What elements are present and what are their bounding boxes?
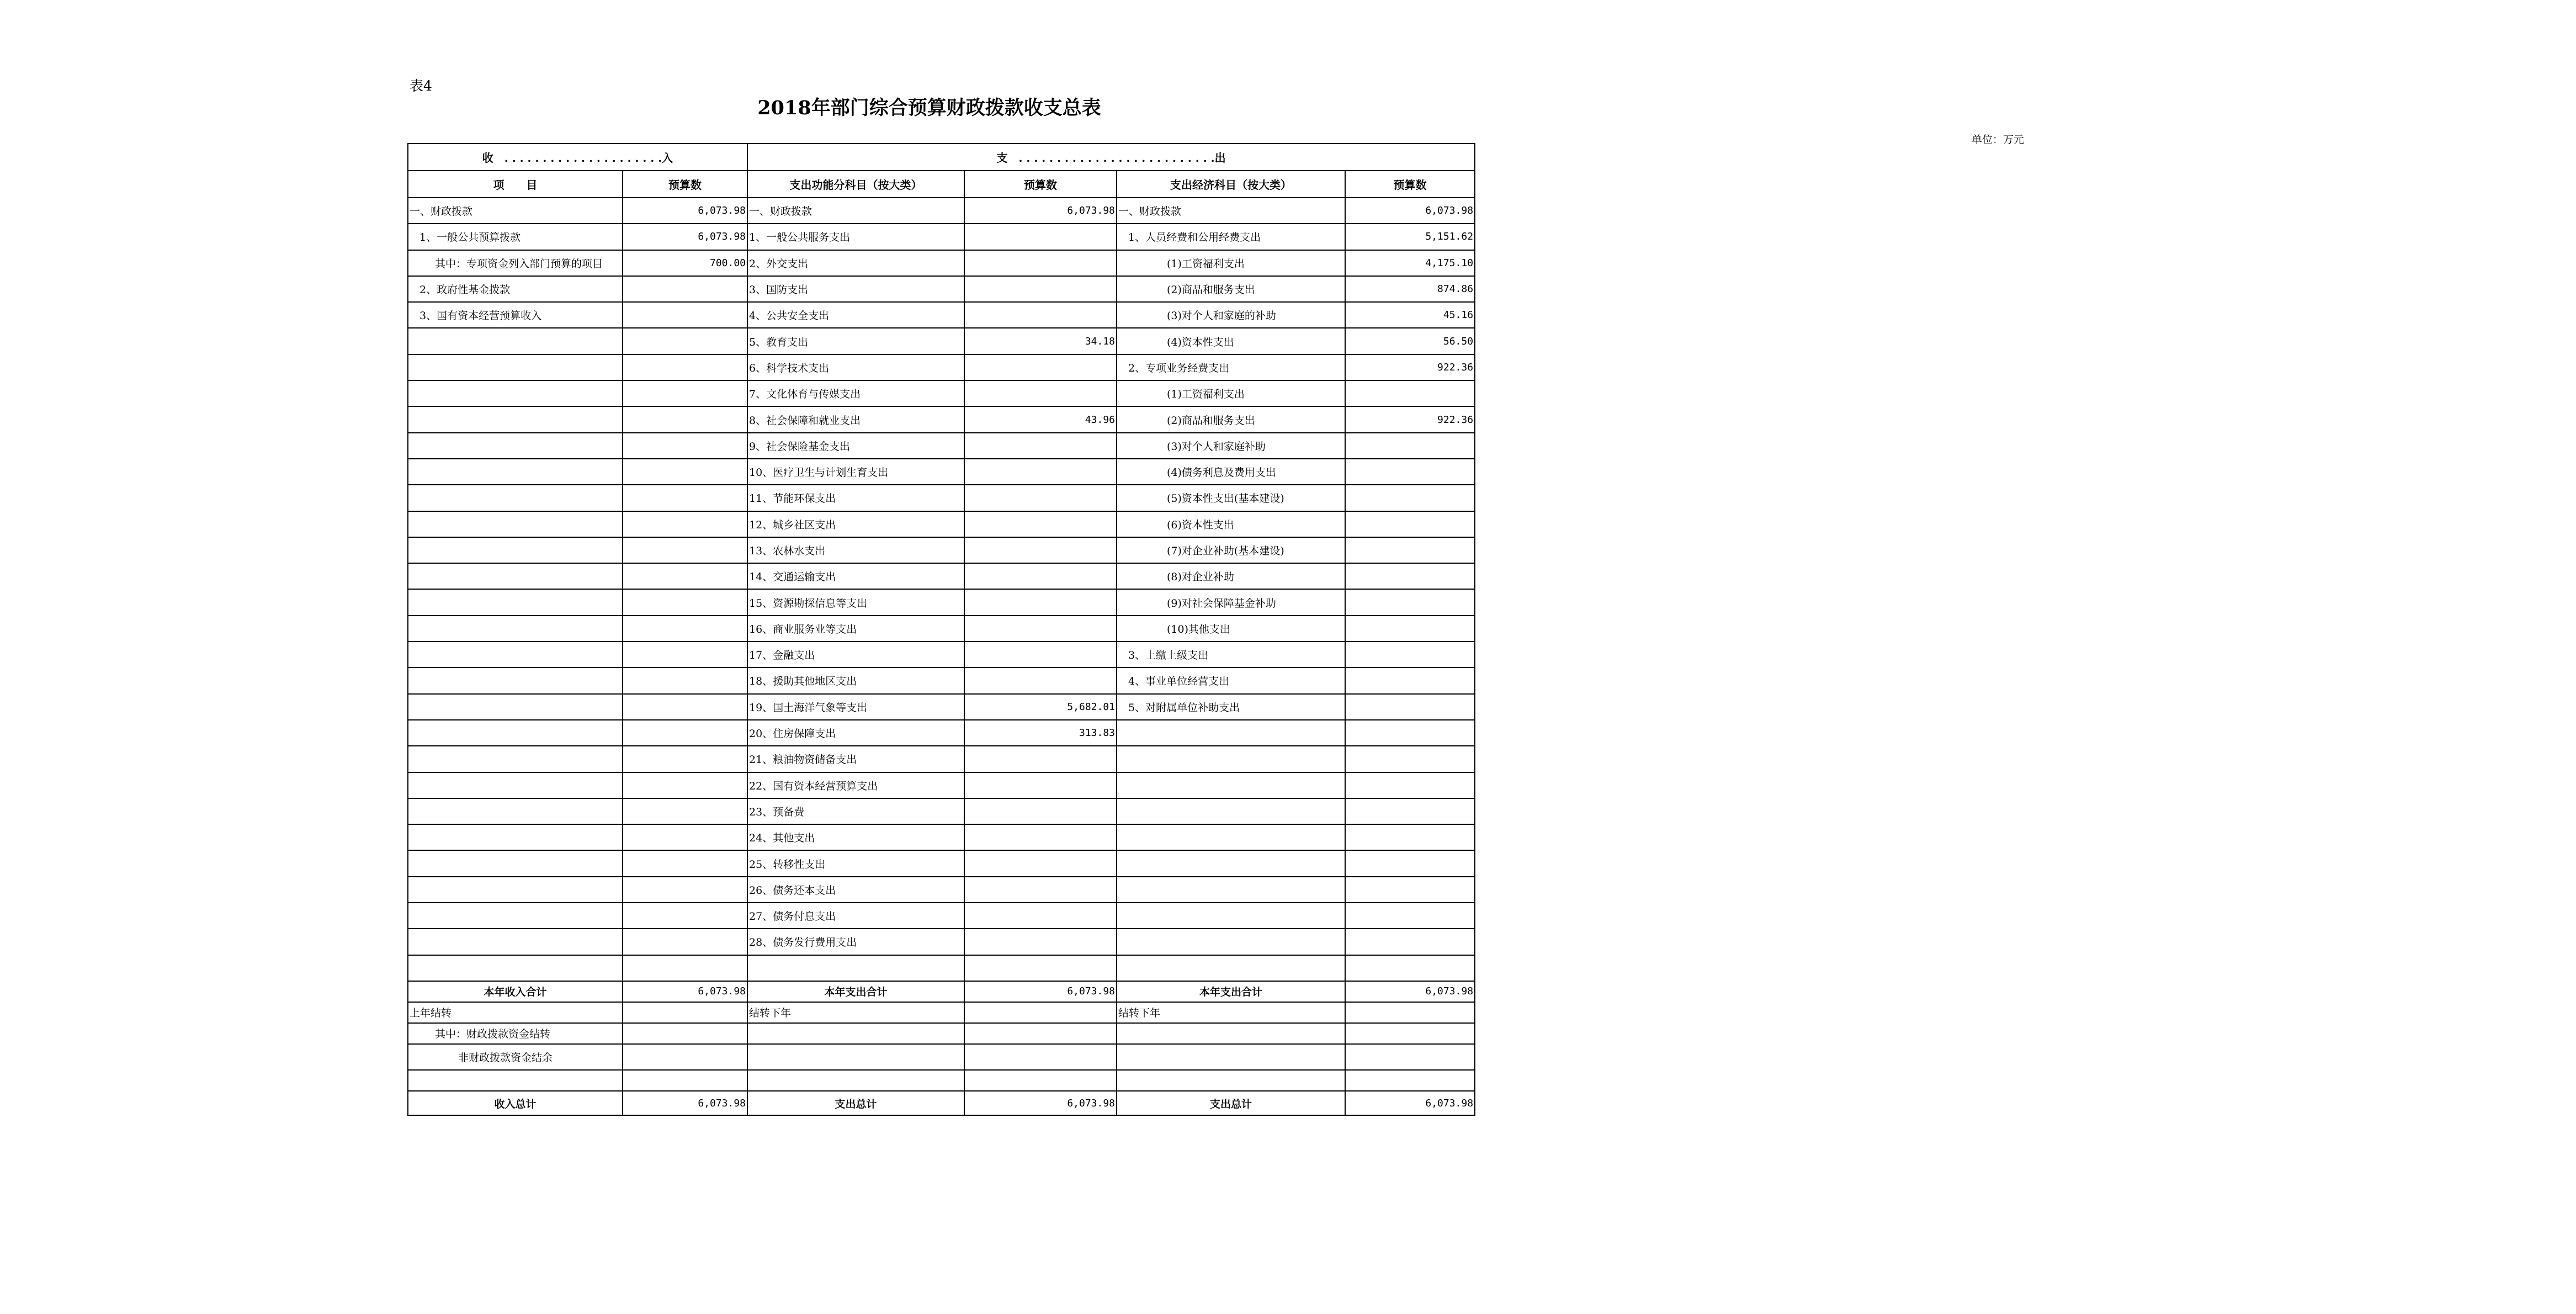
func-total-label: 本年支出合计 — [747, 981, 964, 1002]
budget-value-cell — [964, 824, 1117, 850]
carry-sub2: 非财政拨款资金结余 — [408, 1044, 623, 1070]
cell — [1117, 1044, 1345, 1070]
item-label-cell: 10、医疗卫生与计划生育支出 — [747, 459, 964, 485]
budget-value-cell: 45.16 — [1345, 302, 1475, 328]
col-econ-header: 支出经济科目（按大类） — [1117, 171, 1345, 198]
budget-value-cell — [964, 798, 1117, 824]
budget-value-cell — [623, 537, 747, 563]
budget-value-cell — [1345, 798, 1475, 824]
table-row — [408, 250, 1475, 276]
budget-value-cell — [964, 616, 1117, 642]
item-label-cell: 3、国防支出 — [747, 276, 964, 302]
budget-value-cell — [623, 877, 747, 903]
table-row — [408, 433, 1475, 459]
item-label-cell — [1117, 746, 1345, 772]
budget-value-cell — [1345, 929, 1475, 955]
table-row — [408, 877, 1475, 903]
item-label-cell: 5、教育支出 — [747, 328, 964, 354]
carry-next-func-value — [964, 1002, 1117, 1023]
budget-value-cell — [1345, 537, 1475, 563]
item-label-cell: 12、城乡社区支出 — [747, 511, 964, 537]
budget-value-cell — [964, 276, 1117, 302]
cell — [747, 1070, 964, 1091]
item-label-cell: 24、其他支出 — [747, 824, 964, 850]
budget-value-cell — [623, 720, 747, 746]
cell — [1345, 1070, 1475, 1091]
budget-value-cell — [623, 616, 747, 642]
budget-value-cell — [623, 642, 747, 667]
budget-value-cell — [623, 955, 747, 981]
blank-row — [408, 1070, 1475, 1091]
item-label-cell: 其中：专项资金列入部门预算的项目 — [408, 250, 623, 276]
item-label-cell — [408, 642, 623, 667]
budget-value-cell — [1345, 616, 1475, 642]
budget-value-cell — [1345, 589, 1475, 615]
cell — [964, 1023, 1117, 1044]
item-label-cell: 23、预备费 — [747, 798, 964, 824]
budget-value-cell — [623, 694, 747, 720]
table-row — [408, 563, 1475, 589]
table-row — [408, 642, 1475, 667]
item-label-cell — [408, 798, 623, 824]
item-label-cell: 28、债务发行费用支出 — [747, 929, 964, 955]
item-label-cell: 一、财政拨款 — [1117, 198, 1345, 224]
budget-value-cell — [964, 563, 1117, 589]
budget-value-cell: 43.96 — [964, 406, 1117, 432]
budget-value-cell — [964, 903, 1117, 929]
grand-income-value: 6,073.98 — [623, 1091, 747, 1115]
cell — [1345, 1023, 1475, 1044]
item-label-cell — [1117, 903, 1345, 929]
grand-total-row — [408, 1091, 1475, 1115]
item-label-cell: 18、援助其他地区支出 — [747, 667, 964, 693]
item-label-cell: 11、节能环保支出 — [747, 485, 964, 511]
budget-value-cell — [964, 354, 1117, 380]
table-row — [408, 772, 1475, 798]
item-label-cell — [408, 485, 623, 511]
expense-header: 支 . . . . . . . . . . . . . . . . . . . . . . . . . .出 — [747, 144, 1475, 171]
budget-value-cell — [1345, 772, 1475, 798]
budget-value-cell — [1345, 485, 1475, 511]
item-label-cell: (3)对个人和家庭的补助 — [1117, 302, 1345, 328]
cell — [408, 1070, 623, 1091]
item-label-cell: 4、公共安全支出 — [747, 302, 964, 328]
item-label-cell: 1、一般公共预算拨款 — [408, 224, 623, 250]
budget-value-cell: 34.18 — [964, 328, 1117, 354]
income-total-label: 本年收入合计 — [408, 981, 623, 1002]
budget-value-cell — [623, 354, 747, 380]
budget-value-cell — [1345, 642, 1475, 667]
carry-sub-row-2 — [408, 1044, 1475, 1070]
item-label-cell: 14、交通运输支出 — [747, 563, 964, 589]
item-label-cell — [408, 850, 623, 876]
table-row — [408, 276, 1475, 302]
item-label-cell: (1)工资福利支出 — [1117, 250, 1345, 276]
table-row — [408, 511, 1475, 537]
totals-row — [408, 981, 1475, 1002]
item-label-cell: 2、专项业务经费支出 — [1117, 354, 1345, 380]
item-label-cell — [1117, 720, 1345, 746]
budget-value-cell — [964, 929, 1117, 955]
budget-value-cell — [964, 302, 1117, 328]
item-label-cell — [1117, 877, 1345, 903]
item-label-cell: 一、财政拨款 — [408, 198, 623, 224]
item-label-cell: 13、农林水支出 — [747, 537, 964, 563]
item-label-cell — [1117, 850, 1345, 876]
carry-sub-row-1 — [408, 1023, 1475, 1044]
item-label-cell — [747, 955, 964, 981]
table-row — [408, 354, 1475, 380]
item-label-cell — [408, 772, 623, 798]
budget-value-cell — [964, 485, 1117, 511]
item-label-cell — [408, 929, 623, 955]
budget-value-cell — [623, 380, 747, 406]
item-label-cell: 15、资源勘探信息等支出 — [747, 589, 964, 615]
budget-value-cell — [623, 433, 747, 459]
budget-value-cell — [623, 772, 747, 798]
budget-value-cell — [964, 224, 1117, 250]
budget-value-cell — [1345, 459, 1475, 485]
budget-value-cell — [964, 746, 1117, 772]
item-label-cell — [408, 406, 623, 432]
item-label-cell — [408, 511, 623, 537]
item-label-cell — [1117, 824, 1345, 850]
table-row — [408, 667, 1475, 693]
item-label-cell — [408, 459, 623, 485]
budget-value-cell — [1345, 903, 1475, 929]
budget-value-cell — [964, 459, 1117, 485]
budget-value-cell — [623, 929, 747, 955]
budget-value-cell — [1345, 433, 1475, 459]
carry-row — [408, 1002, 1475, 1023]
item-label-cell: (7)对企业补助(基本建设) — [1117, 537, 1345, 563]
item-label-cell — [1117, 955, 1345, 981]
budget-value-cell — [1345, 824, 1475, 850]
unit-label: 单位：万元 — [1971, 134, 2024, 146]
item-label-cell: 19、国土海洋气象等支出 — [747, 694, 964, 720]
budget-value-cell — [623, 798, 747, 824]
item-label-cell: (2)商品和服务支出 — [1117, 276, 1345, 302]
table-row — [408, 720, 1475, 746]
header-row-top — [408, 144, 1475, 171]
budget-table — [407, 143, 1475, 1116]
budget-value-cell — [964, 511, 1117, 537]
budget-value-cell — [964, 380, 1117, 406]
budget-value-cell: 313.83 — [964, 720, 1117, 746]
budget-value-cell: 874.86 — [1345, 276, 1475, 302]
budget-value-cell — [1345, 380, 1475, 406]
carry-next-econ: 结转下年 — [1117, 1002, 1345, 1023]
budget-value-cell — [623, 406, 747, 432]
budget-value-cell: 5,151.62 — [1345, 224, 1475, 250]
table-number: 表4 — [410, 78, 432, 94]
item-label-cell: 1、一般公共服务支出 — [747, 224, 964, 250]
item-label-cell — [408, 354, 623, 380]
cell — [964, 1070, 1117, 1091]
carry-next-econ-value — [1345, 1002, 1475, 1023]
table-row — [408, 798, 1475, 824]
budget-value-cell — [964, 250, 1117, 276]
budget-value-cell: 6,073.98 — [964, 198, 1117, 224]
col-budget-header: 预算数 — [623, 171, 747, 198]
budget-value-cell — [623, 667, 747, 693]
item-label-cell: 9、社会保险基金支出 — [747, 433, 964, 459]
budget-value-cell: 922.36 — [1345, 406, 1475, 432]
budget-value-cell: 56.50 — [1345, 328, 1475, 354]
item-label-cell: 8、社会保障和就业支出 — [747, 406, 964, 432]
item-label-cell: (8)对企业补助 — [1117, 563, 1345, 589]
item-label-cell: 17、金融支出 — [747, 642, 964, 667]
item-label-cell: (4)债务利息及费用支出 — [1117, 459, 1345, 485]
carry-prev-value — [623, 1002, 747, 1023]
budget-value-cell — [623, 824, 747, 850]
item-label-cell — [408, 328, 623, 354]
table-row — [408, 328, 1475, 354]
item-label-cell: 16、商业服务业等支出 — [747, 616, 964, 642]
table-row — [408, 589, 1475, 615]
table-row — [408, 850, 1475, 876]
item-label-cell: 4、事业单位经营支出 — [1117, 667, 1345, 693]
grand-econ-value: 6,073.98 — [1345, 1091, 1475, 1115]
budget-value-cell — [623, 328, 747, 354]
budget-value-cell — [964, 772, 1117, 798]
budget-value-cell — [1345, 694, 1475, 720]
item-label-cell: (5)资本性支出(基本建设) — [1117, 485, 1345, 511]
header-row-columns — [408, 171, 1475, 198]
budget-value-cell — [1345, 877, 1475, 903]
budget-value-cell: 5,682.01 — [964, 694, 1117, 720]
budget-value-cell — [623, 903, 747, 929]
table-row — [408, 224, 1475, 250]
budget-value-cell: 6,073.98 — [623, 198, 747, 224]
table-row — [408, 929, 1475, 955]
table-row — [408, 746, 1475, 772]
col-func-header: 支出功能分科目（按大类） — [747, 171, 964, 198]
budget-value-cell — [1345, 850, 1475, 876]
item-label-cell: 7、文化体育与传媒支出 — [747, 380, 964, 406]
income-header: 收 . . . . . . . . . . . . . . . . . . . . .入 — [408, 144, 747, 171]
item-label-cell: (9)对社会保障基金补助 — [1117, 589, 1345, 615]
budget-value-cell — [1345, 511, 1475, 537]
table-row — [408, 694, 1475, 720]
item-label-cell: 3、上缴上级支出 — [1117, 642, 1345, 667]
budget-value-cell: 4,175.10 — [1345, 250, 1475, 276]
item-label-cell: 22、国有资本经营预算支出 — [747, 772, 964, 798]
item-label-cell — [408, 589, 623, 615]
item-label-cell: 3、国有资本经营预算收入 — [408, 302, 623, 328]
table-row — [408, 485, 1475, 511]
econ-total-value: 6,073.98 — [1345, 981, 1475, 1002]
budget-value-cell — [964, 642, 1117, 667]
cell — [1117, 1070, 1345, 1091]
cell — [1345, 1044, 1475, 1070]
item-label-cell: 2、政府性基金拨款 — [408, 276, 623, 302]
cell — [623, 1044, 747, 1070]
item-label-cell — [408, 746, 623, 772]
item-label-cell — [1117, 798, 1345, 824]
budget-value-cell — [623, 302, 747, 328]
item-label-cell — [408, 877, 623, 903]
item-label-cell: 21、粮油物资储备支出 — [747, 746, 964, 772]
item-label-cell: 1、人员经费和公用经费支出 — [1117, 224, 1345, 250]
grand-econ-label: 支出总计 — [1117, 1091, 1345, 1115]
item-label-cell: 2、外交支出 — [747, 250, 964, 276]
budget-value-cell — [964, 877, 1117, 903]
budget-value-cell — [623, 563, 747, 589]
cell — [747, 1044, 964, 1070]
item-label-cell — [408, 903, 623, 929]
cell — [623, 1023, 747, 1044]
table-row — [408, 302, 1475, 328]
item-label-cell: (6)资本性支出 — [1117, 511, 1345, 537]
budget-value-cell — [964, 589, 1117, 615]
cell — [747, 1023, 964, 1044]
budget-value-cell — [964, 433, 1117, 459]
item-label-cell — [408, 563, 623, 589]
table-row — [408, 459, 1475, 485]
budget-value-cell — [964, 537, 1117, 563]
carry-next-func: 结转下年 — [747, 1002, 964, 1023]
carry-prev: 上年结转 — [408, 1002, 623, 1023]
item-label-cell: 5、对附属单位补助支出 — [1117, 694, 1345, 720]
item-label-cell: 一、财政拨款 — [747, 198, 964, 224]
item-label-cell: (3)对个人和家庭补助 — [1117, 433, 1345, 459]
table-row — [408, 198, 1475, 224]
budget-value-cell — [1345, 720, 1475, 746]
item-label-cell: 6、科学技术支出 — [747, 354, 964, 380]
item-label-cell — [408, 537, 623, 563]
item-label-cell: 26、债务还本支出 — [747, 877, 964, 903]
budget-value-cell — [1345, 667, 1475, 693]
item-label-cell: 27、债务付息支出 — [747, 903, 964, 929]
grand-func-value: 6,073.98 — [964, 1091, 1117, 1115]
carry-sub1: 其中：财政拨款资金结转 — [408, 1023, 623, 1044]
budget-value-cell: 700.00 — [623, 250, 747, 276]
col-budget3-header: 预算数 — [1345, 171, 1475, 198]
item-label-cell — [408, 667, 623, 693]
item-label-cell — [408, 433, 623, 459]
item-label-cell: (4)资本性支出 — [1117, 328, 1345, 354]
budget-value-cell — [623, 485, 747, 511]
item-label-cell — [408, 955, 623, 981]
item-label-cell — [1117, 929, 1345, 955]
item-label-cell — [408, 694, 623, 720]
cell — [1117, 1023, 1345, 1044]
budget-value-cell — [623, 746, 747, 772]
func-total-value: 6,073.98 — [964, 981, 1117, 1002]
cell — [623, 1070, 747, 1091]
item-label-cell: 20、住房保障支出 — [747, 720, 964, 746]
budget-value-cell — [964, 955, 1117, 981]
table-row — [408, 955, 1475, 981]
table-row — [408, 824, 1475, 850]
budget-value-cell: 6,073.98 — [623, 224, 747, 250]
item-label-cell: (2)商品和服务支出 — [1117, 406, 1345, 432]
item-label-cell — [408, 380, 623, 406]
budget-value-cell — [623, 511, 747, 537]
page-title: 2018年部门综合预算财政拨款收支总表 — [757, 97, 1101, 119]
table-row — [408, 616, 1475, 642]
grand-func-label: 支出总计 — [747, 1091, 964, 1115]
budget-value-cell — [1345, 563, 1475, 589]
item-label-cell: (1)工资福利支出 — [1117, 380, 1345, 406]
item-label-cell: (10)其他支出 — [1117, 616, 1345, 642]
budget-value-cell — [1345, 746, 1475, 772]
budget-value-cell — [623, 276, 747, 302]
table-row — [408, 537, 1475, 563]
item-label-cell — [1117, 772, 1345, 798]
table-row — [408, 903, 1475, 929]
econ-total-label: 本年支出合计 — [1117, 981, 1345, 1002]
item-label-cell — [408, 616, 623, 642]
budget-value-cell — [623, 850, 747, 876]
budget-value-cell — [623, 459, 747, 485]
budget-value-cell — [964, 850, 1117, 876]
item-label-cell: 25、转移性支出 — [747, 850, 964, 876]
cell — [964, 1044, 1117, 1070]
table-row — [408, 406, 1475, 432]
budget-value-cell: 6,073.98 — [1345, 198, 1475, 224]
table-row — [408, 380, 1475, 406]
item-label-cell — [408, 824, 623, 850]
budget-value-cell — [623, 589, 747, 615]
grand-income-label: 收入总计 — [408, 1091, 623, 1115]
col-budget2-header: 预算数 — [964, 171, 1117, 198]
budget-value-cell: 922.36 — [1345, 354, 1475, 380]
income-total-value: 6,073.98 — [623, 981, 747, 1002]
budget-value-cell — [1345, 955, 1475, 981]
budget-value-cell — [964, 667, 1117, 693]
item-label-cell — [408, 720, 623, 746]
col-item-header: 项 目 — [408, 171, 623, 198]
